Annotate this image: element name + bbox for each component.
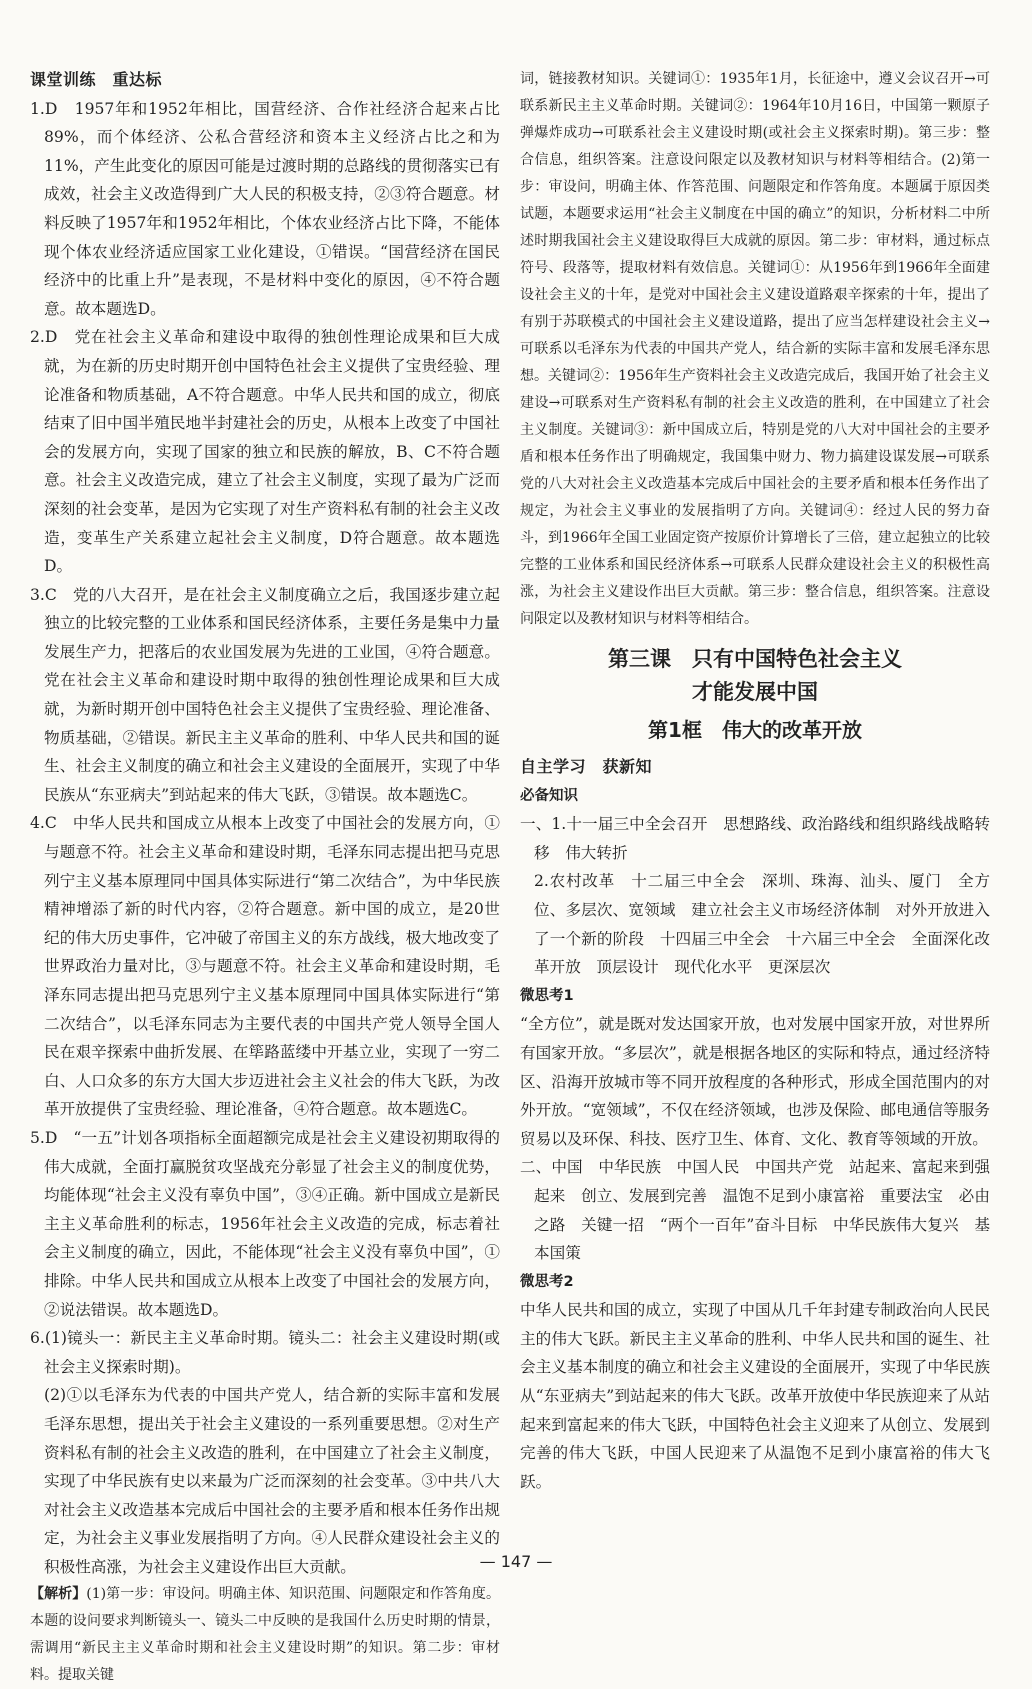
answer-2: 2.D 党在社会主义革命和建设中取得的独创性理论成果和巨大成就，为在新的历史时期开创中国特色社会主义提供了宝贵经验、理论准备和物质基础，A不符合题意。中华人民共和国的成立，彻底结束了旧中国半殖民地半封建社会的历史，从根本上改变了中国社会的发展方向，实现了国家的独立和民族的解放，B、C不符合题意。社会主义改造完成，建立了社会主义制度，实现了最为广泛而深刻的社会变革，是因为它实现了对生产资料私有制的社会主义改造，变革生产关系建立起社会主义制度，D符合题意。故本题选D。: [30, 328, 500, 576]
knowledge-1-1: 一、1.十一届三中全会召开 思想路线、政治路线和组织路线战略转移 伟大转折: [520, 815, 990, 862]
analysis-tag: 【解析】: [30, 1586, 87, 1603]
lesson-title: [520, 643, 990, 709]
right-column: [520, 66, 990, 1496]
must-know-heading: 必备知识: [520, 787, 578, 804]
lesson-title-line-1: 第三课 只有中国特色社会主义: [608, 647, 902, 671]
lesson-title-line-2: 才能发展中国: [692, 680, 818, 704]
answer-1: 1.D 1957年和1952年相比，国营经济、合作社经济合起来占比89%，而个体经济、公私合营经济和资本主义经济占比之和为11%，产生此变化的原因可能是过渡时期的总路线的贯彻落实已有成效，社会主义改造得到广大人民的积极支持，②③符合题意。材料反映了1957年和1952年相比，个体农业经济占比下降，不能体现个体农业经济适应国家工业化建设，①错误。“国营经济在国民经济中的比重上升”是表现，不是材料中变化的原因，④不符合题意。故本题选D。: [30, 99, 500, 318]
frame-title: 第1框 伟大的改革开放: [648, 718, 862, 742]
knowledge-1-2: 2.农村改革 十二届三中全会 深圳、珠海、汕头、厦门 全方位、多层次、宽领域 建立社会主义市场经济体制 对外开放进入了一个新的阶段 十四届三中全会 十六届三中全会 全面深化改革开放 顶层设计 现代化水平 更深层次: [534, 872, 990, 977]
analysis-continued: 词，链接教材知识。关键词①：1935年1月，长征途中，遵义会议召开→可联系新民主主义革命时期。关键词②：1964年10月16日，中国第一颗原子弹爆炸成功→可联系社会主义建设时期(或社会主义探索时期)。第三步：整合信息，组织答案。注意设问限定以及教材知识与材料等相结合。(2)第一步：审设问，明确主体、作答范围、问题限定和作答角度。本题属于原因类试题，本题要求运用“社会主义制度在中国的确立”的知识，分析材料二中所述时期我国社会主义建设取得巨大成就的原因。第二步：审材料，通过标点符号、段落等，提取材料有效信息。关键词①：从1956年到1966年全面建设社会主义的十年，是党对中国社会主义建设道路艰辛探索的十年，提出了有别于苏联模式的中国社会主义建设道路，提出了应当怎样建设社会主义→可联系以毛泽东为代表的中国共产党人，结合新的实际丰富和发展毛泽东思想。关键词②：1956年生产资料社会主义改造完成后，我国开始了社会主义建设→可联系对生产资料私有制的社会主义改造的胜利，在中国建立了社会主义制度。关键词③：新中国成立后，特别是党的八大对中国社会的主要矛盾和根本任务作出了明确规定，我国集中财力、物力搞建设谋发展→可联系党的八大对社会主义改造基本完成后中国社会的主要矛盾和根本任务作出了规定，为社会主义事业的发展指明了方向。关键词④：经过人民的努力奋斗，到1966年全国工业固定资产按原价计算增长了三倍，建立起独立的比较完整的工业体系和国民经济体系→可联系人民群众建设社会主义的积极性高涨，为社会主义建设作出巨大贡献。第三步：整合信息，组织答案。注意设问限定以及教材知识与材料等相结合。: [520, 71, 990, 627]
think-1-heading: 微思考1: [520, 987, 574, 1004]
answer-3: 3.C 党的八大召开，是在社会主义制度确立之后，我国逐步建立起独立的比较完整的工业体系和国民经济体系，主要任务是集中力量发展生产力，把落后的农业国发展为先进的工业国，④符合题意。党在社会主义革命和建设时期中取得的独创性理论成果和巨大成就，为新时期开创中国特色社会主义提供了宝贵经验、理论准备、物质基础，②错误。新民主主义革命的胜利、中华人民共和国的诞生、社会主义制度的确立和社会主义建设的全面展开，实现了中华民族从“东亚病夫”到站起来的伟大飞跃，③错误。故本题选C。: [30, 585, 500, 804]
section-heading-self-study: 自主学习 获新知: [520, 757, 653, 776]
answer-4: 4.C 中华人民共和国成立从根本上改变了中国社会的发展方向，①与题意不符。社会主义革命和建设时期，毛泽东同志提出把马克思列宁主义基本原理同中国具体实际进行“第二次结合”，为中华民族精神增添了新的时代内容，②符合题意。新中国的成立，是20世纪的伟大历史事件，它冲破了帝国主义的东方战线，极大地改变了世界政治力量对比，③与题意不符。社会主义革命和建设时期，毛泽东同志提出把马克思列宁主义基本原理同中国具体实际进行“第二次结合”，以毛泽东同志为主要代表的中国共产党人领导全国人民在艰辛探索中曲折发展、在筚路蓝缕中开基立业，实现了一穷二白、人口众多的东方大国大步迈进社会主义社会的伟大飞跃，为改革开放提供了宝贵经验、理论准备，④符合题意。故本题选C。: [30, 814, 500, 1119]
section-heading-classroom-training: 课堂训练 重达标: [30, 70, 163, 89]
answer-6-part-2: (2)①以毛泽东为代表的中国共产党人，结合新的实际丰富和发展毛泽东思想，提出关于社会主义建设的一系列重要思想。②对生产资料私有制的社会主义改造的胜利，在中国建立了社会主义制度，实现了中华民族有史以来最为广泛而深刻的社会变革。③中共八大对社会主义改造基本完成后中国社会的主要矛盾和根本任务作出规定，为社会主义事业发展指明了方向。④人民群众建设社会主义的积极性高涨，为社会主义建设作出巨大贡献。: [44, 1386, 500, 1576]
left-column: [30, 66, 500, 1689]
think-2-heading: 微思考2: [520, 1273, 574, 1290]
knowledge-2: 二、中国 中华民族 中国人民 中国共产党 站起来、富起来到强起来 创立、发展到完善 温饱不足到小康富裕 重要法宝 必由之路 关键一招 “两个一百年”奋斗目标 中华民族伟大复兴 基本国策: [520, 1158, 990, 1263]
analysis-text: (1)第一步：审设问。明确主体、知识范围、问题限定和作答角度。本题的设问要求判断镜头一、镜头二中反映的是我国什么历史时期的情景，需调用“新民主主义革命时期和社会主义建设时期”的知识。第二步：审材料。提取关键: [30, 1586, 500, 1684]
page-number: — 147 —: [479, 1552, 553, 1571]
answer-5: 5.D “一五”计划各项指标全面超额完成是社会主义建设初期取得的伟大成就，全面打赢脱贫攻坚战充分彰显了社会主义的制度优势，均能体现“社会主义没有辜负中国”，③④正确。新中国成立是新民主主义革命胜利的标志，1956年社会主义改造的完成，标志着社会主义制度的确立，因此，不能体现“社会主义没有辜负中国”，①排除。中华人民共和国成立从根本上改变了中国社会的发展方向，②说法错误。故本题选D。: [30, 1128, 500, 1319]
think-1-text: “全方位”，就是既对发达国家开放，也对发展中国家开放，对世界所有国家开放。“多层次”，就是根据各地区的实际和特点，通过经济特区、沿海开放城市等不同开放程度的各种形式，形成全国范围内的对外开放。“宽领域”，不仅在经济领域，也涉及保险、邮电通信等服务贸易以及环保、科技、医疗卫生、体育、文化、教育等领域的开放。: [520, 1015, 990, 1148]
answer-6-part-1: 6.(1)镜头一：新民主主义革命时期。镜头二：社会主义建设时期(或社会主义探索时期)。: [30, 1329, 500, 1376]
think-2-text: 中华人民共和国的成立，实现了中国从几千年封建专制政治向人民民主的伟大飞跃。新民主主义革命的胜利、中华人民共和国的诞生、社会主义基本制度的确立和社会主义建设的全面展开，实现了中华民族从“东亚病夫”到站起来的伟大飞跃。改革开放使中华民族迎来了从站起来到富起来的伟大飞跃，中国特色社会主义迎来了从创立、发展到完善的伟大飞跃，中国人民迎来了从温饱不足到小康富裕的伟大飞跃。: [520, 1301, 990, 1491]
analysis-block: [30, 1581, 500, 1689]
